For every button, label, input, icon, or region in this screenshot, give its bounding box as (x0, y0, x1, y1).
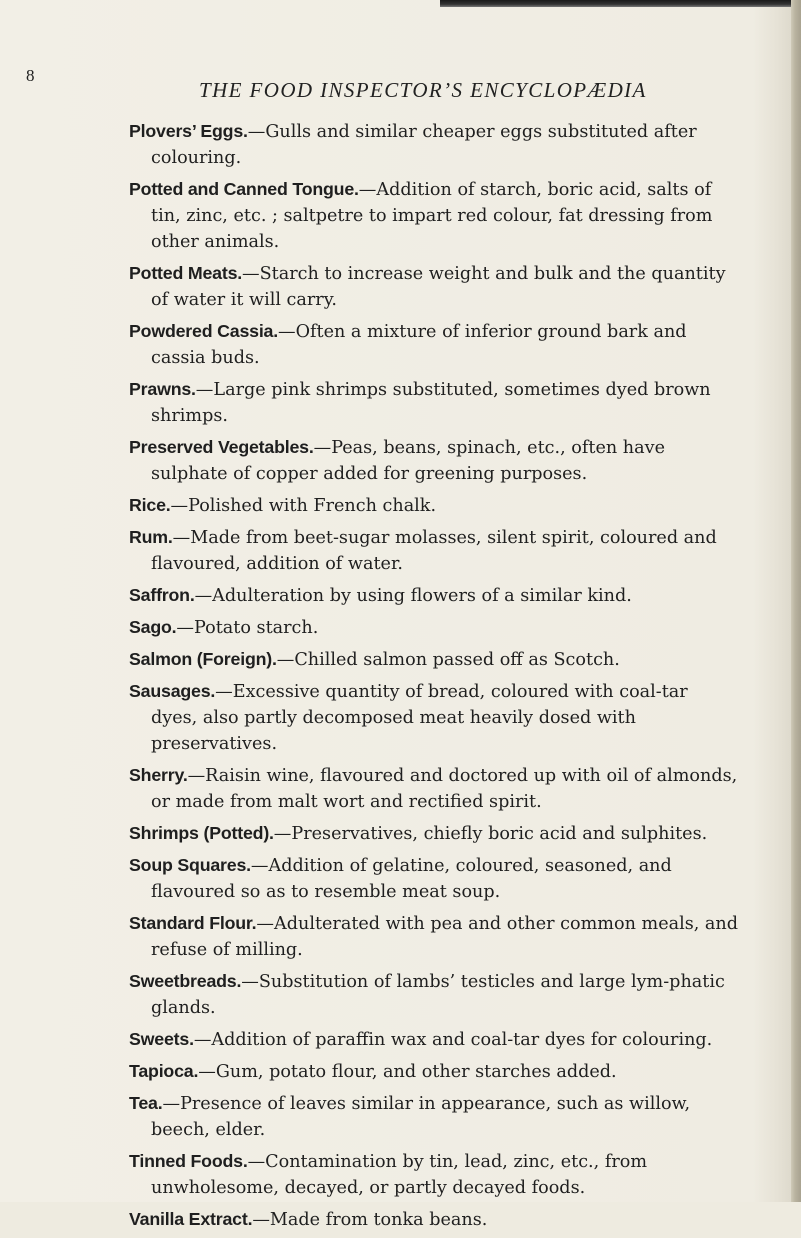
entry (129, 852, 739, 905)
entry-text: —Excessive quantity of bread, coloured with coal-tar dyes, also partly decomposed meat heavily dosed with preservatives. (151, 682, 688, 754)
entry-term: Tea. (129, 1093, 163, 1113)
entry-term: Potted Meats. (129, 263, 242, 283)
entry-text: —Substitution of lambs’ testicles and large lym-phatic glands. (151, 972, 725, 1018)
entry (129, 1090, 739, 1143)
entry-text: —Presence of leaves similar in appearance, such as willow, beech, elder. (151, 1094, 691, 1140)
entry (129, 118, 739, 171)
entry-text: —Often a mixture of inferior ground bark and cassia buds. (151, 322, 687, 368)
entry-term: Sweets. (129, 1029, 194, 1049)
entry-term: Vanilla Extract. (129, 1209, 253, 1229)
entry-term: Tapioca. (129, 1061, 199, 1081)
entry (129, 1206, 739, 1233)
entry-term: Salmon (Foreign). (129, 649, 277, 669)
entry-text: —Raisin wine, flavoured and doctored up with oil of almonds, or made from malt wort and rectified spirit. (151, 766, 738, 812)
page-number: 8 (26, 66, 35, 85)
entry-term: Standard Flour. (129, 913, 257, 933)
entry-term: Rice. (129, 495, 171, 515)
entry (129, 820, 739, 847)
entry-text: —Made from tonka beans. (252, 1210, 488, 1230)
entry-term: Sago. (129, 617, 177, 637)
entry (129, 318, 739, 371)
entry-text: —Adulterated with pea and other common meals, and refuse of milling. (151, 914, 739, 960)
entry (129, 678, 739, 757)
entry-term: Sausages. (129, 681, 216, 701)
entry (129, 1148, 739, 1201)
entry-term: Powdered Cassia. (129, 321, 278, 341)
entry-text: —Chilled salmon passed off as Scotch. (276, 650, 620, 670)
entry-term: Tinned Foods. (129, 1151, 248, 1171)
entry (129, 614, 739, 641)
entry (129, 582, 739, 609)
entry-text: —Made from beet-sugar molasses, silent spirit, coloured and flavoured, addition of water. (151, 528, 717, 574)
entry-text: —Preservatives, chiefly boric acid and sulphites. (273, 824, 708, 844)
entry-text: —Addition of starch, boric acid, salts of tin, zinc, etc. ; saltpetre to impart red colour, fat dressing from other animals. (151, 180, 713, 252)
entry-text: —Polished with French chalk. (170, 496, 437, 516)
entry-text: —Potato starch. (176, 618, 319, 638)
entry-term: Preserved Vegetables. (129, 437, 314, 457)
encyclopedia-entries (129, 118, 739, 1238)
entry (129, 968, 739, 1021)
entry (129, 434, 739, 487)
entry-text: —Peas, beans, spinach, etc., often have sulphate of copper added for greening purposes. (151, 438, 665, 484)
entry (129, 1026, 739, 1053)
entry-text: —Gulls and similar cheaper eggs substituted after colouring. (151, 122, 697, 168)
entry-term: Rum. (129, 527, 173, 547)
entry-term: Saffron. (129, 585, 195, 605)
entry-text: —Contamination by tin, lead, zinc, etc., from unwholesome, decayed, or partly decayed foods. (151, 1152, 648, 1198)
page-right-edge (791, 0, 801, 1202)
entry (129, 492, 739, 519)
entry-term: Sherry. (129, 765, 188, 785)
entry-text: —Large pink shrimps substituted, sometimes dyed brown shrimps. (151, 380, 711, 426)
entry-term: Sweetbreads. (129, 971, 242, 991)
entry-term: Shrimps (Potted). (129, 823, 274, 843)
entry (129, 910, 739, 963)
entry-text: —Gum, potato flour, and other starches added. (198, 1062, 617, 1082)
entry (129, 260, 739, 313)
entry-term: Soup Squares. (129, 855, 251, 875)
entry (129, 1058, 739, 1085)
entry (129, 762, 739, 815)
entry-term: Plovers’ Eggs. (129, 121, 248, 141)
entry (129, 376, 739, 429)
entry (129, 524, 739, 577)
entry-term: Prawns. (129, 379, 196, 399)
entry-text: —Addition of paraffin wax and coal-tar dyes for colouring. (193, 1030, 713, 1050)
entry (129, 176, 739, 255)
entry-text: —Starch to increase weight and bulk and the quantity of water it will carry. (151, 264, 726, 310)
running-head-title: THE FOOD INSPECTOR’S ENCYCLOPÆDIA (199, 78, 647, 102)
entry-text: —Adulteration by using flowers of a similar kind. (194, 586, 632, 606)
entry-text: —Addition of gelatine, coloured, seasoned, and flavoured so as to resemble meat soup. (151, 856, 672, 902)
entry (129, 646, 739, 673)
page-top-edge-shadow (440, 0, 801, 7)
entry-term: Potted and Canned Tongue. (129, 179, 359, 199)
